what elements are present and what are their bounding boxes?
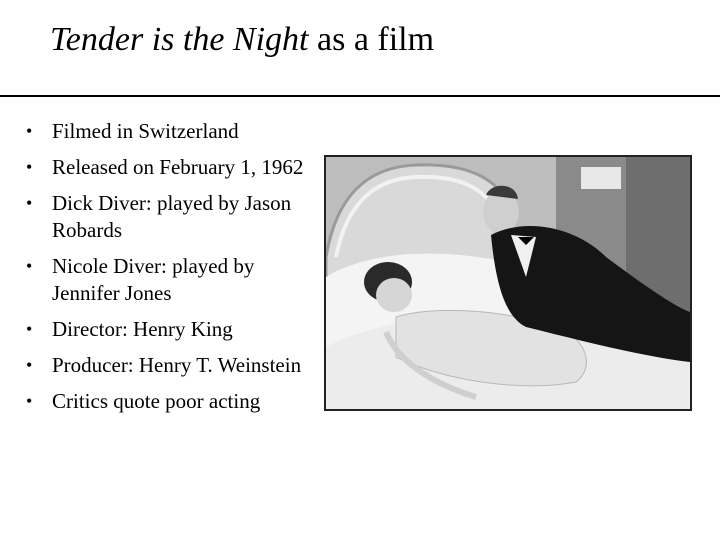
- bullet-text: Released on February 1, 1962: [52, 155, 304, 179]
- bullet-icon: •: [26, 256, 33, 276]
- bullet-item: [24, 118, 314, 145]
- title-film-name: Tender is the Night: [50, 21, 309, 58]
- bullet-text: Nicole Diver: played by Jennifer Jones: [52, 254, 255, 305]
- bullet-icon: •: [26, 157, 33, 177]
- bullet-item: [24, 388, 314, 415]
- bullet-text: Critics quote poor acting: [52, 389, 261, 413]
- bullet-icon: •: [26, 355, 33, 375]
- bullet-icon: •: [26, 391, 33, 411]
- title-divider: [0, 95, 720, 97]
- slide-title: [50, 20, 470, 60]
- bullet-text: Dick Diver: played by Jason Robards: [52, 191, 292, 242]
- title-suffix: as a film: [308, 21, 435, 58]
- bullet-list: [24, 118, 314, 424]
- bullet-item: [24, 190, 314, 244]
- bullet-text: Director: Henry King: [52, 317, 233, 341]
- bullet-text: Filmed in Switzerland: [52, 119, 239, 143]
- bullet-item: [24, 316, 314, 343]
- bullet-item: [24, 352, 314, 379]
- bullet-item: [24, 154, 314, 181]
- film-still-photo: [324, 155, 692, 411]
- bullet-text: Producer: Henry T. Weinstein: [52, 353, 302, 377]
- bullet-icon: •: [26, 121, 33, 141]
- bullet-item: [24, 253, 314, 307]
- bullet-icon: •: [26, 319, 33, 339]
- film-still-image: [326, 157, 690, 409]
- bullet-icon: •: [26, 193, 33, 213]
